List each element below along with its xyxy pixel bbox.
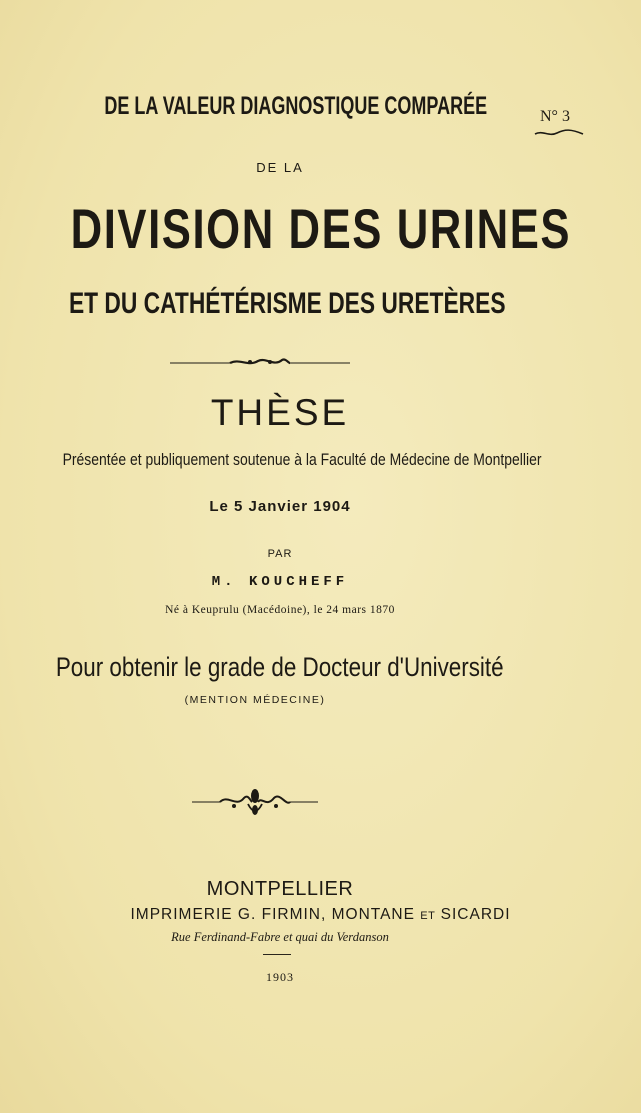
imprint-address: Rue Ferdinand-Fabre et quai du Verdanson — [171, 930, 389, 944]
degree-line — [0, 652, 560, 683]
imprint-year: 1903 — [266, 970, 294, 984]
volume-number: N° 3 — [540, 108, 570, 125]
imprint-printer — [0, 906, 641, 924]
printer-main: IMPRIMERIE G. FIRMIN, MONTANE — [130, 906, 415, 923]
main-title — [0, 196, 572, 261]
author-name: M. KOUCHEFF — [211, 574, 349, 590]
par-text: PAR — [267, 548, 293, 560]
swash-ornament-icon — [533, 128, 585, 138]
degree-text: Pour obtenir le grade de Docteur d'Université — [56, 652, 504, 682]
defense-date: Le 5 Janvier 1904 — [209, 498, 351, 515]
printer-et: ET — [420, 910, 436, 922]
short-rule — [263, 954, 291, 955]
imprint-city: MONTPELLIER — [206, 878, 354, 900]
subtitle — [0, 287, 560, 321]
fleuron-ornament-icon — [190, 782, 320, 822]
presentation-line — [10, 450, 550, 470]
top-title — [30, 92, 550, 121]
mention-text: (MENTION MÉDECINE) — [184, 694, 326, 706]
subtitle-text: ET DU CATHÉTÉRISME DES URETÈRES — [68, 287, 506, 320]
printer-end: SICARDI — [440, 906, 511, 923]
de-la-text: DE LA — [256, 160, 304, 175]
decorative-rule-icon — [170, 355, 350, 369]
presentation-text: Présentée et publiquement soutenue à la Faculté de Médecine de Montpellier — [62, 450, 542, 469]
top-title-text: DE LA VALEUR DIAGNOSTIQUE COMPARÉE — [104, 92, 488, 120]
author-birth: Né à Keuprulu (Macédoine), le 24 mars 1870 — [165, 604, 395, 616]
main-title-text: DIVISION DES URINES — [70, 197, 572, 260]
thesis-heading: THÈSE — [210, 392, 350, 433]
